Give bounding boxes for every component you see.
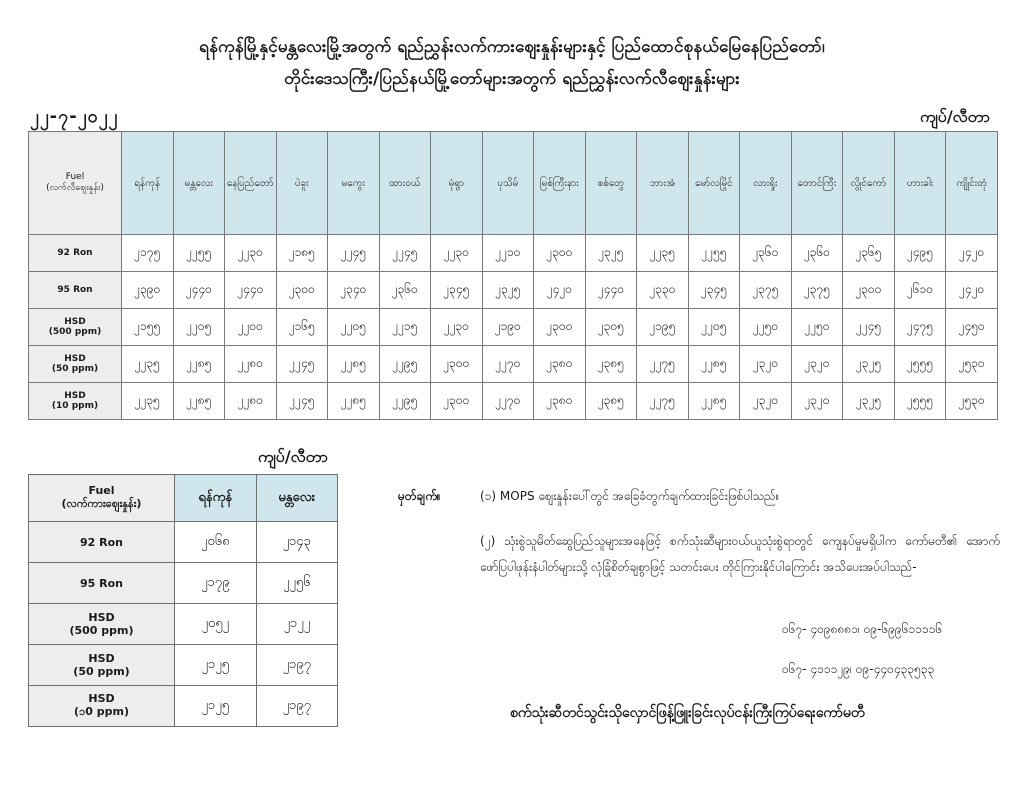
price-cell: ၂၂၇၅	[637, 383, 689, 420]
price-cell: ၂၂၇၅	[637, 346, 689, 383]
price-cell: ၂၃၂၀	[791, 383, 843, 420]
fuel-name: HSD	[64, 391, 86, 401]
price-cell: ၂၂၄၅	[843, 309, 895, 346]
table-row	[29, 563, 338, 604]
retail-price-table	[28, 131, 998, 420]
price-cell: ၂၅၃၀	[946, 346, 998, 383]
column-header: မော်လမြိုင်	[688, 132, 740, 235]
fuel-row-header	[29, 604, 175, 645]
fuel-row-header	[29, 563, 175, 604]
fuel-row-header	[29, 522, 175, 563]
price-cell: ၂၄၅၀	[946, 309, 998, 346]
price-cell: ၂၂၅၅	[173, 235, 225, 272]
column-header: တောင်ကြီး	[791, 132, 843, 235]
column-header: မြစ်ကြီးနား	[534, 132, 586, 235]
price-cell: ၂၃၈၀	[534, 346, 586, 383]
fuel-name: 95 Ron	[57, 285, 93, 295]
table-row	[29, 383, 998, 420]
price-cell: ၂၂၄၅	[276, 346, 328, 383]
price-cell: ၂၂၀၅	[328, 309, 380, 346]
price-cell: ၂၃၂၀	[740, 346, 792, 383]
column-header: နေပြည်တော်	[225, 132, 277, 235]
price-cell: ၂၁၉၀	[482, 309, 534, 346]
price-cell: ၂၂၃၅	[122, 346, 174, 383]
table-row	[29, 645, 338, 686]
price-cell: ၂၂၇၀	[482, 383, 534, 420]
price-cell: ၂၂၁၅	[379, 309, 431, 346]
price-cell: ၂၁၆၅	[276, 309, 328, 346]
price-cell: ၂၂၈၅	[688, 383, 740, 420]
phone-numbers-1: ၀၆၇- ၄၀၉၈၈၈၁၊ ၀၉-၆၉၉၆၁၁၁၁၆	[782, 622, 943, 636]
table-row	[29, 272, 998, 309]
table-row	[29, 522, 338, 563]
column-header: မုံရွာ	[431, 132, 483, 235]
column-header: ထားဝယ်	[379, 132, 431, 235]
wholesale-unit-label: ကျပ်/လီတာ	[258, 447, 328, 466]
price-cell: ၂၃၂၅	[843, 346, 895, 383]
fuel-header-label: Fuel	[65, 171, 85, 182]
column-header: မန္တလေး	[173, 132, 225, 235]
price-cell: ၂၂၈၅	[328, 346, 380, 383]
wholesale-fuel-header-label: Fuel	[88, 483, 115, 497]
price-cell: ၂၂၉၅	[379, 346, 431, 383]
price-cell: ၂၃၇၅	[740, 272, 792, 309]
price-cell: ၂၂၈၅	[688, 346, 740, 383]
price-cell: ၂၁၅၅	[122, 309, 174, 346]
price-cell: ၂၃၈၅	[585, 346, 637, 383]
price-cell: ၂၃၉၀	[122, 272, 174, 309]
fuel-spec: (50 ppm)	[51, 364, 99, 374]
price-cell: ၂၂၀၀	[225, 309, 277, 346]
fuel-name: 92 Ron	[57, 248, 93, 258]
price-cell: ၂၃၈၅	[585, 383, 637, 420]
fuel-name: HSD	[88, 691, 115, 705]
column-header: ရန်ကုန်	[122, 132, 174, 235]
notes-label: မှတ်ချက်။	[398, 489, 441, 503]
price-cell: ၂၃၆၅	[843, 235, 895, 272]
price-cell: ၂၃၀၀	[276, 272, 328, 309]
price-cell: ၂၂၄၅	[328, 235, 380, 272]
price-cell: ၂၃၆၀	[379, 272, 431, 309]
fuel-name: HSD	[88, 611, 115, 624]
column-header: လားရှိုး	[740, 132, 792, 235]
price-cell: ၂၃၈၀	[534, 383, 586, 420]
wholesale-table-header-row	[29, 475, 338, 522]
price-cell: ၂၂၀၅	[173, 309, 225, 346]
price-cell: ၂၂၅၀	[740, 309, 792, 346]
price-cell: ၂၄၂၀	[534, 272, 586, 309]
price-cell: ၂၅၅၅	[894, 346, 946, 383]
price-cell: ၂၃၀၀	[534, 309, 586, 346]
price-cell: ၂၄၄၀	[225, 272, 277, 309]
price-cell: ၂၂၈၅	[173, 383, 225, 420]
fuel-name: 95 Ron	[80, 576, 123, 590]
price-cell: ၂၁၂၅	[175, 645, 257, 686]
fuel-row-header	[29, 686, 175, 727]
column-header: ဟားခါး	[894, 132, 946, 235]
price-cell: ၂၁၉၇	[256, 686, 338, 727]
note-1: (၁) MOPS ဈေးနှုန်းပေါ်တွင် အခြေခံတွက်ချက်ထားခြင်းဖြစ်ပါသည်။	[480, 489, 780, 503]
price-cell: ၂၂၄၅	[276, 383, 328, 420]
column-header: စစ်တွေ	[585, 132, 637, 235]
page-title-line-1: ရန်ကုန်မြို့နှင့်မန္တလေးမြို့အတွက် ရည်ညွှန်းလက်ကားဈေးနှုန်းများနှင့် ပြည်ထောင်စုနယ်မြေနေပြည်တော်၊	[199, 37, 825, 57]
price-cell: ၂၁၉၇	[256, 645, 338, 686]
price-cell: ၂၃၂၅	[482, 272, 534, 309]
price-cell: ၂၃၄၅	[431, 272, 483, 309]
price-cell: ၂၃၂၀	[740, 383, 792, 420]
price-cell: ၂၂၃၅	[122, 383, 174, 420]
price-cell: ၂၂၈၅	[328, 383, 380, 420]
column-header: မန္တလေး	[256, 475, 338, 522]
fuel-column-header	[29, 132, 122, 235]
price-cell: ၂၃၀၀	[431, 383, 483, 420]
price-cell: ၂၂၅၆	[256, 563, 338, 604]
price-cell: ၂၃၂၀	[791, 346, 843, 383]
price-cell: ၂၃၆၀	[791, 235, 843, 272]
note-2: (၂) သုံးစွဲသူမိတ်ဆွေပြည်သူများအနေဖြင့် စက်သုံးဆီများဝယ်ယူသုံးစွဲရာတွင် ကျေနပ်မှုမရှိပါက ကော်မတီ၏ အောက်ဖော်ပြပါဖုန်းနံပါတ်များသို့ လုံခြုံစိတ်ချစွာဖြင့် သတင်းပေး တိုင်ကြားနိုင်ပါကြောင်း အသိပေးအပ်ပါသည်-	[480, 534, 1000, 574]
column-header: ပုသိမ်	[482, 132, 534, 235]
price-cell: ၂၂၀၅	[688, 309, 740, 346]
price-cell: ၂၂၈၅	[173, 346, 225, 383]
fuel-spec: (၁0 ppm)	[74, 704, 129, 718]
price-cell: ၂၂၄၅	[379, 235, 431, 272]
table-row	[29, 346, 998, 383]
price-cell: ၂၃၆၀	[740, 235, 792, 272]
wholesale-fuel-subheader-label: (လက်ကားဈေးနှုန်း)	[61, 496, 142, 510]
fuel-row-header	[29, 309, 122, 346]
fuel-name: HSD	[64, 354, 86, 364]
table-row	[29, 309, 998, 346]
retail-table-header-row	[29, 132, 998, 235]
fuel-row-header	[29, 235, 122, 272]
price-cell: ၂၃၀၀	[431, 346, 483, 383]
table-row	[29, 235, 998, 272]
price-cell: ၂၂၅၀	[791, 309, 843, 346]
price-cell: ၂၁၇၉	[175, 563, 257, 604]
price-cell: ၂၁၂၅	[175, 686, 257, 727]
price-cell: ၂၁၇၅	[122, 235, 174, 272]
price-cell: ၂၂၉၅	[379, 383, 431, 420]
column-header: ပဲခူး	[276, 132, 328, 235]
fuel-spec: (10 ppm)	[51, 401, 99, 411]
price-cell: ၂၂၅၅	[688, 235, 740, 272]
price-cell: ၂၄၂၀	[946, 235, 998, 272]
price-cell: ၂၆၁၀	[894, 272, 946, 309]
column-header: ကျိုင်းတုံ	[946, 132, 998, 235]
price-cell: ၂၂၃၀	[431, 309, 483, 346]
wholesale-fuel-column-header	[29, 475, 175, 522]
price-cell: ၂၀၆၈	[175, 522, 257, 563]
price-cell: ၂၀၅၂	[175, 604, 257, 645]
price-cell: ၂၁၂၂	[256, 604, 338, 645]
retail-table-body	[29, 235, 998, 420]
fuel-row-header	[29, 272, 122, 309]
date-label: ၂၂-၇-၂၀၂၂	[30, 106, 119, 127]
price-cell: ၂၄၄၀	[585, 272, 637, 309]
price-cell: ၂၂၇၀	[482, 346, 534, 383]
price-cell: ၂၃၂၅	[843, 383, 895, 420]
column-header: ဘားအံ	[637, 132, 689, 235]
fuel-row-header	[29, 645, 175, 686]
price-cell: ၂၂၃၀	[431, 235, 483, 272]
price-cell: ၂၄၇၅	[894, 309, 946, 346]
price-cell: ၂၃၀၅	[585, 309, 637, 346]
fuel-subheader-label: (လက်လီဈေးနှုန်း)	[46, 182, 104, 193]
unit-label: ကျပ်/လီတာ	[920, 107, 990, 126]
price-cell: ၂၃၀၀	[843, 272, 895, 309]
column-header: လွိုင်ကော်	[843, 132, 895, 235]
fuel-name: HSD	[88, 652, 115, 665]
table-row	[29, 604, 338, 645]
fuel-row-header	[29, 346, 122, 383]
price-cell: ၂၄၂၀	[946, 272, 998, 309]
price-cell: ၂၃၃၀	[637, 272, 689, 309]
price-cell: ၂၂၃၀	[225, 235, 277, 272]
price-cell: ၂၃၀၀	[534, 235, 586, 272]
committee-signature: စက်သုံးဆီတင်သွင်းသိုလှောင်ဖြန့်ဖြူးခြင်းလုပ်ငန်းကြီးကြပ်ရေးကော်မတီ	[510, 705, 865, 721]
price-cell: ၂၄၉၅	[894, 235, 946, 272]
price-cell: ၂၃၇၅	[791, 272, 843, 309]
fuel-spec: (500 ppm)	[48, 327, 102, 337]
fuel-name: HSD	[64, 317, 86, 327]
column-header: ရန်ကုန်	[175, 475, 257, 522]
price-cell: ၂၂၁၀	[482, 235, 534, 272]
price-cell: ၂၁၈၅	[276, 235, 328, 272]
table-row	[29, 686, 338, 727]
fuel-spec: (50 ppm)	[73, 665, 130, 678]
wholesale-price-table	[28, 474, 338, 727]
wholesale-table-body	[29, 522, 338, 727]
price-cell: ၂၄၄၀	[173, 272, 225, 309]
price-cell: ၂၂၈၀	[225, 346, 277, 383]
phone-numbers-2: ၀၆၇- ၄၁၁၁၂၉၊ ၀၉-၄၄၀၄၃၃၅၃၃	[782, 662, 935, 676]
fuel-name: 92 Ron	[80, 535, 123, 549]
fuel-row-header	[29, 383, 122, 420]
price-cell: ၂၅၅၅	[894, 383, 946, 420]
price-cell: ၂၁၉၅	[637, 309, 689, 346]
fuel-spec: (500 ppm)	[69, 624, 134, 637]
price-cell: ၂၃၄၅	[688, 272, 740, 309]
price-cell: ၂၂၈၀	[225, 383, 277, 420]
price-cell: ၂၃၄၀	[328, 272, 380, 309]
page-title-line-2: တိုင်းဒေသကြီး/ပြည်နယ်မြို့တော်များအတွက် ရည်ညွှန်းလက်လီဈေးနှုန်းများ	[284, 69, 740, 89]
column-header: မကွေး	[328, 132, 380, 235]
price-cell: ၂၁၄၃	[256, 522, 338, 563]
price-cell: ၂၃၂၅	[585, 235, 637, 272]
price-cell: ၂၅၃၀	[946, 383, 998, 420]
price-cell: ၂၂၃၅	[637, 235, 689, 272]
